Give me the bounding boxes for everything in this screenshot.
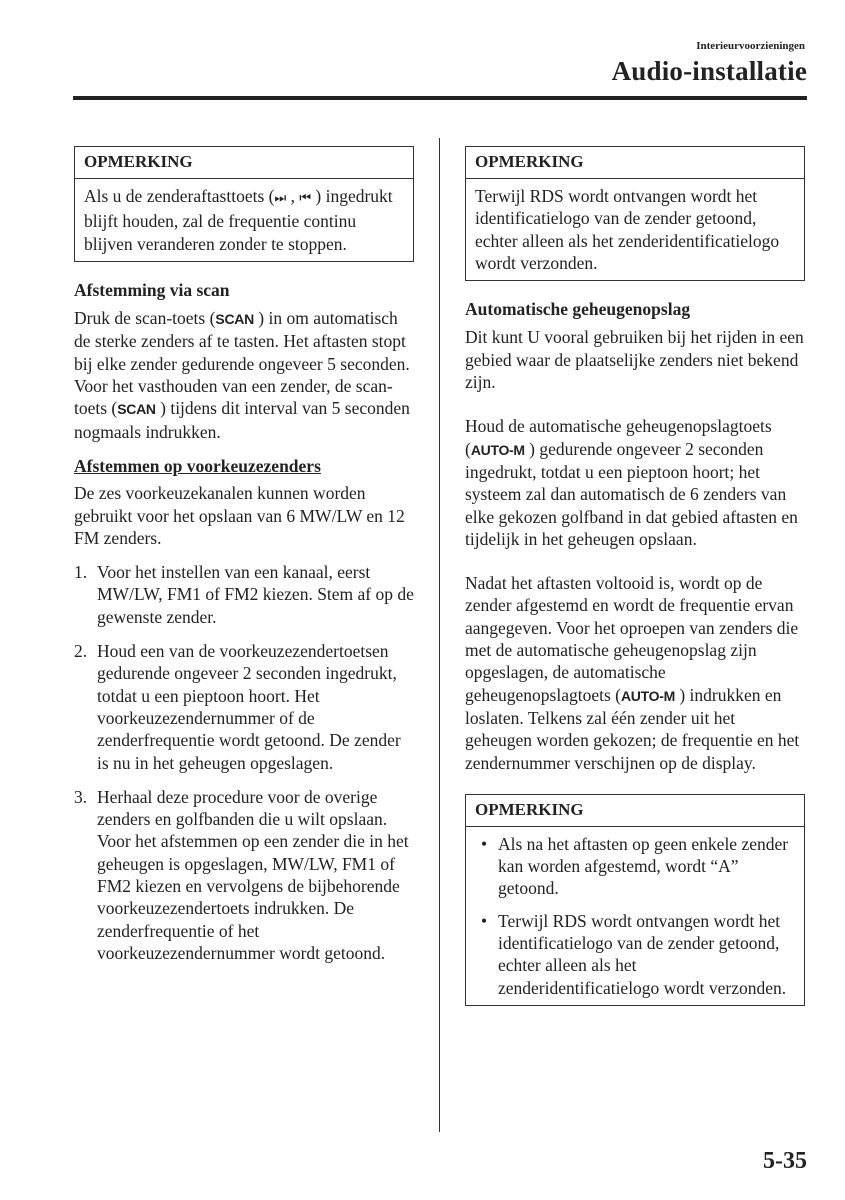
left-column	[74, 146, 414, 964]
list-item	[74, 786, 414, 964]
preset-heading: Afstemmen op voorkeuzezenders	[74, 455, 321, 476]
section-label: Interieurvoorzieningen	[696, 40, 805, 52]
auto-m-key-label-2: AUTO-M	[621, 687, 675, 704]
note-body	[466, 827, 804, 1005]
auto-text-2b: ) gedurende ongeveer 2 seconden ingedrukt, totdat u een pieptoon hoort; het systeem zal dan automatisch de 6 zenders van elke gekozen golfband in dat gebied aftasten en tijdelijk in het geheugen opslaan.	[465, 438, 798, 549]
right-column	[465, 146, 805, 1006]
preset-intro: De zes voorkeuzekanalen kunnen worden gebruikt voor het opslaan van 6 MW/LW en 12 FM zenders.	[74, 483, 405, 548]
step-text: Houd een van de voorkeuzezendertoetsen gedurende ongeveer 2 seconden ingedrukt, totdat u een pieptoon hoort. Het voorkeuzezendernummer of de zenderfrequentie wordt getoond. De zender is nu in het geheugen opgeslagen.	[97, 641, 401, 773]
step-text: Herhaal deze procedure voor de overige zenders en golfbanden die u wilt opslaan. Voor het afstemmen op een zender die in het geheugen is opgeslagen, MW/LW, FM1 of FM2 kiezen en vervolgens de bijbehorende voorkeuzezendertoets indrukken. De zenderfrequentie of het voorkeuzezendernummer wordt getoond.	[97, 786, 409, 963]
bullet-icon: •	[481, 910, 488, 931]
step-number: 2.	[74, 641, 88, 662]
note-heading: OPMERKING	[75, 147, 413, 179]
list-item	[74, 561, 414, 628]
scan-heading: Afstemming via scan	[74, 279, 230, 300]
step-text: Voor het instellen van een kanaal, eerst MW/LW, FM1 of FM2 kiezen. Stem af op de gewenste zender.	[97, 562, 414, 627]
scan-paragraph	[74, 307, 414, 443]
note-text	[84, 185, 404, 255]
auto-paragraph-3	[465, 572, 805, 774]
note-body	[466, 179, 804, 280]
note-text-b: ) ingedrukt blijft houden, zal de frequentie continu blijven veranderen zonder te stoppen.	[84, 186, 393, 254]
scan-text-1: Druk de scan-toets (	[74, 308, 216, 329]
note-text: Terwijl RDS wordt ontvangen wordt het identificatielogo van de zender getoond, echter alleen als het zenderidentificatielogo wordt verzonden.	[475, 186, 780, 273]
note-heading: OPMERKING	[466, 147, 804, 179]
auto-heading: Automatische geheugenopslag	[465, 299, 691, 320]
bullet-text: Terwijl RDS wordt ontvangen wordt het identificatielogo van de zender getoond, echter alleen als het zenderidentificatielogo wordt verzonden.	[498, 910, 787, 998]
auto-paragraph-1: Dit kunt U vooral gebruiken bij het rijden in een gebied waar de plaatselijke zenders niet bekend zijn.	[465, 327, 804, 393]
note-heading: OPMERKING	[466, 795, 804, 827]
list-item	[74, 640, 414, 774]
note-sep: ,	[286, 186, 300, 206]
list-item	[475, 910, 795, 999]
header-rule	[73, 96, 807, 100]
seek-down-icon: ⏮	[299, 191, 312, 206]
scan-text-3: ) tijdens dit interval van 5 seconden nogmaals indrukken.	[74, 398, 410, 442]
note-text-a: Als u de zenderaftasttoets (	[84, 186, 275, 206]
bullet-text: Als na het aftasten op geen enkele zender kan worden afgestemd, wordt “A” getoond.	[498, 833, 789, 899]
page-number: 5-35	[763, 1148, 807, 1174]
bullet-icon: •	[481, 833, 488, 854]
note-bullets	[475, 833, 795, 999]
auto-m-key-label: AUTO-M	[470, 441, 525, 458]
page-title: Audio-installatie	[611, 56, 807, 86]
scan-key-label-2: SCAN	[117, 401, 156, 418]
auto-text-2a: Houd de automatische geheugenopslagtoets (	[465, 416, 772, 459]
step-number: 1.	[74, 562, 88, 583]
scan-text-2: ) in om automatisch de sterke zenders af te tasten. Het aftasten stopt bij elke zender gedurende ongeveer 5 seconden. Voor het vasthouden van een zender, de scan-toets (	[74, 308, 410, 419]
auto-text-3a: Nadat het aftasten voltooid is, wordt op de zender afgestemd en wordt de frequentie ervan aangegeven. Voor het oproepen van zenders die met de automatische geheugenopslag zijn opgeslagen, de automatische geheugenopslagtoets (	[465, 573, 799, 705]
auto-paragraph-2	[465, 415, 805, 550]
note-box-auto	[465, 794, 805, 1006]
step-number: 3.	[74, 786, 88, 807]
column-divider	[439, 138, 440, 1132]
auto-text-3b: ) indrukken en loslaten. Telkens zal één zender uit het geheugen worden gekozen; de frequentie en het zendernummer verschijnen op de display.	[465, 684, 800, 773]
list-item	[475, 833, 795, 900]
note-box-seek	[74, 146, 414, 262]
note-body	[75, 179, 413, 261]
seek-up-icon: ⏭	[274, 191, 287, 206]
note-box-rds	[465, 146, 805, 281]
scan-key-label: SCAN	[215, 311, 254, 328]
preset-steps	[74, 561, 414, 964]
